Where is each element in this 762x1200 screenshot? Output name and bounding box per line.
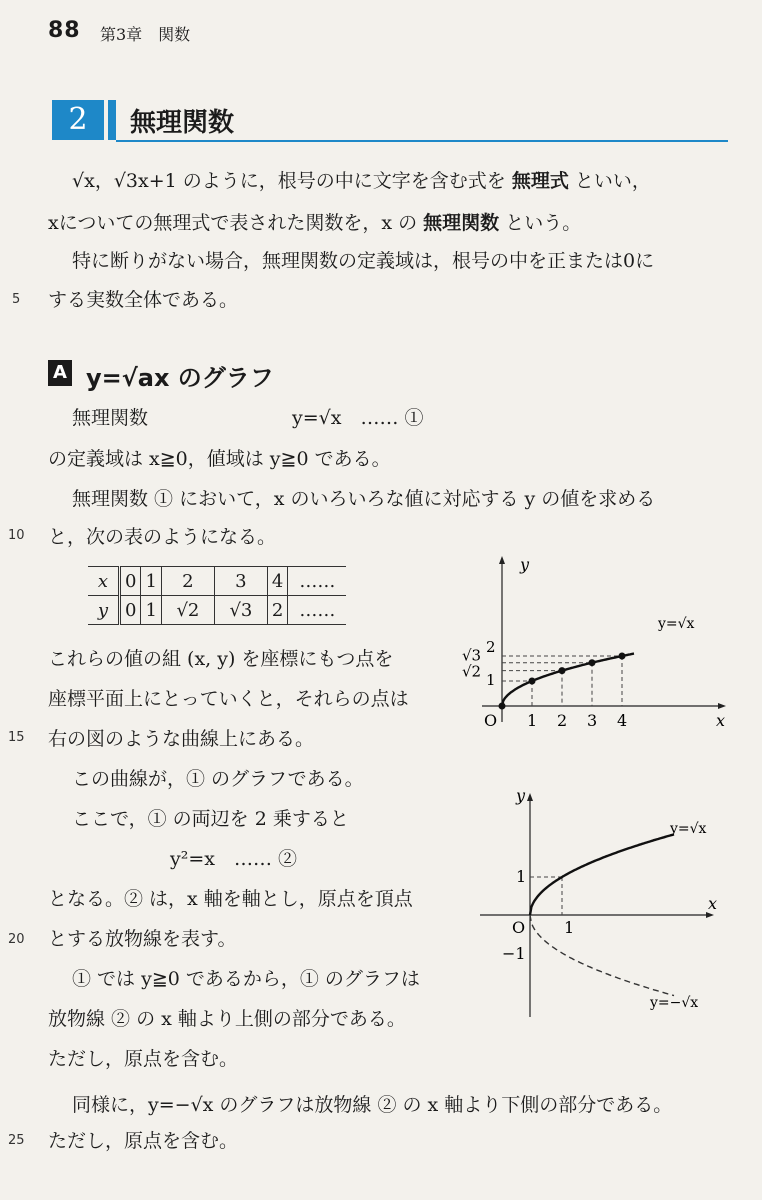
- body-line: となる。② は，x 軸を軸とし，原点を頂点: [48, 888, 413, 910]
- body-line: とする放物線を表す。: [48, 928, 237, 950]
- paragraph-line-4: する実数全体である。: [48, 289, 239, 311]
- x-tick-label: 4: [617, 711, 628, 730]
- section-underline: [116, 140, 728, 142]
- data-point: [619, 653, 626, 660]
- y-tick-label: 1: [516, 867, 527, 886]
- paragraph-line-3: 特に断りがない場合，無理関数の定義域は，根号の中を正または0に: [72, 250, 655, 272]
- y-axis-arrow: [527, 793, 533, 801]
- origin-label: O: [484, 711, 498, 730]
- table-row: [88, 567, 346, 596]
- y-tick-label: 1: [486, 671, 496, 689]
- table-head: x: [88, 567, 120, 596]
- y-axis-label: y: [516, 786, 526, 805]
- line-number: 15: [8, 730, 25, 745]
- data-point: [559, 667, 566, 674]
- y-tick-label: 2: [486, 638, 496, 656]
- table-cell: ……: [288, 596, 347, 625]
- body-line: ① では y≧0 であるから，① のグラフは: [72, 968, 420, 990]
- body-line: ただし，原点を含む。: [48, 1130, 239, 1152]
- table-cell: 2: [161, 567, 214, 596]
- table-cell: 2: [267, 596, 287, 625]
- table-head: y: [88, 596, 120, 625]
- term-irrational-function: 無理関数: [423, 212, 500, 234]
- line-number: 5: [12, 292, 21, 307]
- body-line: の定義域は x≧0，値域は y≧0 である。: [48, 448, 391, 470]
- body-line: 無理関数: [72, 407, 149, 429]
- y-tick-label: √3: [462, 646, 482, 665]
- text: xについての無理式で表された関数を，x の: [48, 212, 418, 234]
- paragraph-line-1: [72, 168, 651, 194]
- chapter-title: 第3章 関数: [100, 25, 191, 44]
- formula-2: y²=x …… ②: [170, 848, 298, 870]
- body-line: ただし，原点を含む。: [48, 1048, 239, 1070]
- section-number: 2: [52, 100, 104, 140]
- x-axis-arrow: [718, 703, 726, 709]
- x-tick-label: 1: [564, 918, 575, 937]
- body-line: 座標平面上にとっていくと，それらの点は: [48, 688, 409, 710]
- series-label: y=√x: [658, 616, 695, 632]
- line-number: 10: [8, 528, 25, 543]
- x-tick-label: 2: [557, 711, 568, 730]
- series-label: y=√x: [670, 821, 707, 837]
- text: という。: [505, 212, 582, 234]
- data-point: [589, 659, 596, 666]
- x-axis-label: x: [716, 711, 726, 730]
- table-cell: 4: [267, 567, 287, 596]
- body-line: 同様に，y=−√x のグラフは放物線 ② の x 軸より下側の部分である。: [72, 1094, 673, 1116]
- series-label: y=−√x: [650, 995, 699, 1011]
- table-cell: 3: [214, 567, 267, 596]
- body-line: と，次の表のようになる。: [48, 526, 277, 548]
- table-cell: 1: [141, 596, 161, 625]
- table-cell: 1: [141, 567, 161, 596]
- data-point: [499, 703, 506, 710]
- table-cell: √2: [161, 596, 214, 625]
- paragraph-line-2: [48, 210, 581, 236]
- body-line: 右の図のような曲線上にある。: [48, 728, 315, 750]
- table-row: [88, 596, 346, 625]
- line-number: 20: [8, 932, 25, 947]
- subsection-label: A: [48, 360, 72, 386]
- curve-sqrt-x: [502, 654, 634, 706]
- body-line: これらの値の組 (x, y) を座標にもつ点を: [48, 648, 394, 670]
- body-line: 放物線 ② の x 軸より上側の部分である。: [48, 1008, 406, 1030]
- body-line: ここで，① の両辺を 2 乗すると: [72, 808, 349, 830]
- x-tick-label: 3: [587, 711, 598, 730]
- table-cell: 0: [120, 596, 141, 625]
- table-cell: ……: [288, 567, 347, 596]
- body-line: 無理関数 ① において，x のいろいろな値に対応する y の値を求める: [72, 488, 656, 510]
- formula-1: y=√x …… ①: [292, 407, 424, 429]
- text: といい，: [574, 170, 651, 192]
- data-point: [529, 678, 536, 685]
- x-tick-label: 1: [527, 711, 538, 730]
- table-cell: √3: [214, 596, 267, 625]
- y-tick-label: √2: [462, 662, 482, 681]
- curve-sqrt-x: [530, 834, 674, 915]
- graph-sqrt-x-parabola: [460, 785, 750, 1020]
- body-line: この曲線が，① のグラフである。: [72, 768, 364, 790]
- subsection-title: y=√ax のグラフ: [86, 364, 274, 392]
- table-cell: 0: [120, 567, 141, 596]
- x-axis-label: x: [708, 894, 718, 913]
- origin-label: O: [512, 918, 526, 937]
- y-tick-label: −1: [502, 944, 526, 963]
- curve-neg-sqrt-x: [530, 915, 674, 996]
- text: √x，√3x+1 のように，根号の中に文字を含む式を: [72, 170, 506, 192]
- graph-sqrt-x: [460, 550, 750, 730]
- term-irrational-expression: 無理式: [511, 170, 569, 192]
- section-bar: [108, 100, 116, 140]
- line-number: 25: [8, 1133, 25, 1148]
- page-number: 88: [48, 18, 81, 43]
- section-title: 無理関数: [130, 108, 235, 138]
- value-table: [88, 566, 346, 625]
- y-axis-label: y: [520, 555, 530, 574]
- y-axis-arrow: [499, 556, 505, 564]
